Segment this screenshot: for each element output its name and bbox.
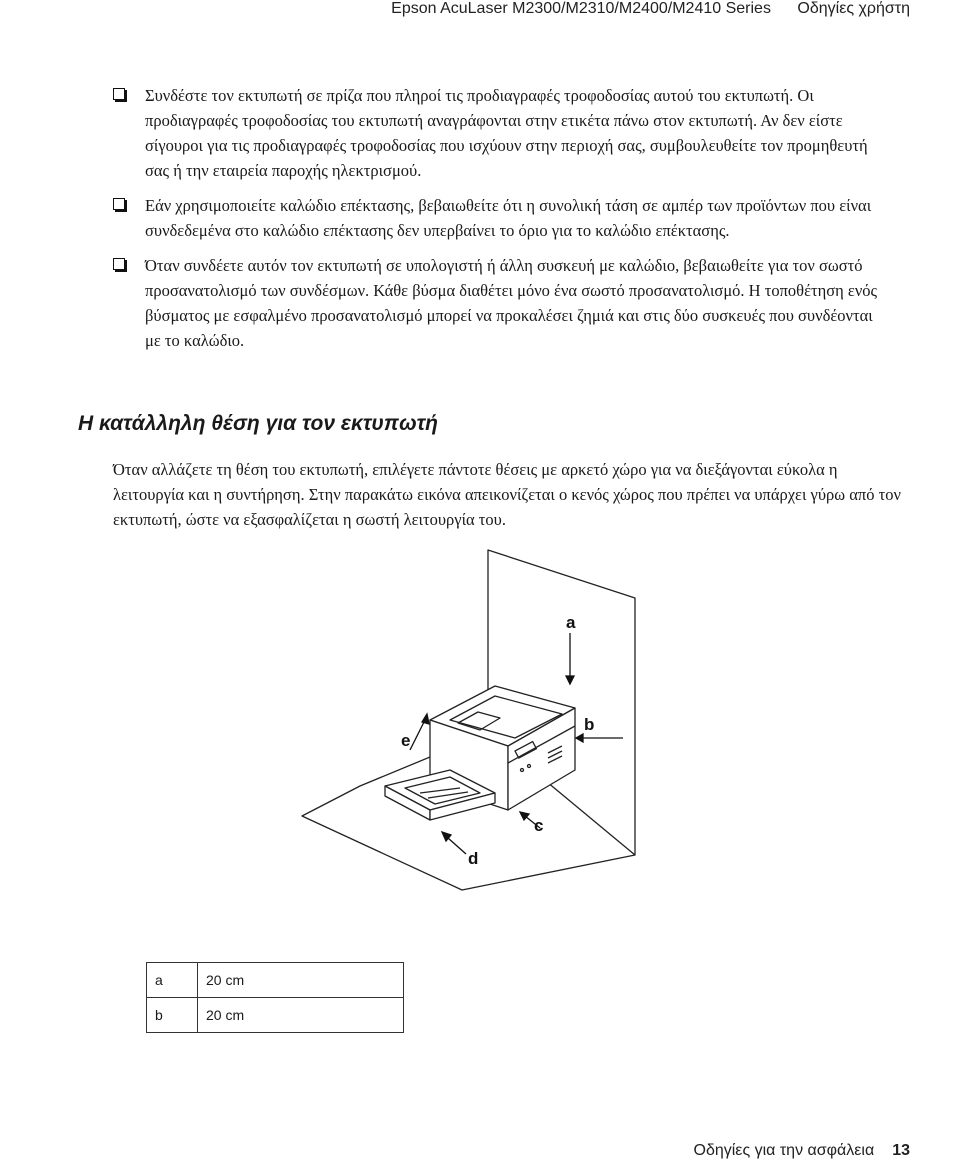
page-footer [694,1142,911,1160]
table-key-cell: a [147,963,198,998]
bullet-text: Συνδέστε τον εκτυπωτή σε πρίζα που πληροί τις προδιαγραφές τροφοδοσίας αυτού του εκτυπωτή. Οι προδιαγραφές τροφοδοσίας του εκτυπωτή αναγράφονται στην ετικέτα πάνω στον εκτυπωτή. Αν δεν είστε σίγουροι για τις προδιαγραφές τροφοδοσίας που ισχύουν στην περιοχή σας, συμβουλευθείτε τον προμηθευτή σας ή την εταιρεία παροχής ηλεκτρισμού. [145,86,868,180]
checkbox-bullet-icon [113,258,125,270]
dimension-d-arrow [448,838,466,854]
footer-section-title: Οδηγίες για την ασφάλεια [693,1142,875,1159]
bullet-item [113,253,888,353]
table-key-cell: b [147,998,198,1033]
header-series-title: Epson AcuLaser M2300/M2310/M2400/M2410 Series [391,0,771,17]
table-value-cell: 20 cm [198,963,404,998]
printer-clearance-diagram [300,548,710,908]
header-guide-title: Οδηγίες χρήστη [797,0,910,17]
bullet-item [113,83,888,183]
section-intro: Όταν αλλάζετε τη θέση του εκτυπωτή, επιλέγετε πάντοτε θέσεις με αρκετό χώρο για να διεξάγονται εύκολα η λειτουργία και η συντήρηση. Στην παρακάτω εικόνα απεικονίζεται ο κενός χώρος που πρέπει να υπάρχει γύρω από τον εκτυπωτή, ώστε να εξασφαλίζεται η σωστή λειτουργία του. [113,460,901,529]
label-a: a [566,613,576,632]
page-number: 13 [892,1142,910,1159]
arrowhead-icon [566,676,574,684]
page-header [391,0,910,24]
clearance-table [146,962,404,1033]
table-value-cell: 20 cm [198,998,404,1033]
label-b: b [584,715,595,734]
dimension-e-arrow [410,720,425,750]
table-row [147,963,404,998]
bullet-text: Όταν συνδέετε αυτόν τον εκτυπωτή σε υπολογιστή ή άλλη συσκευή με καλώδιο, βεβαιωθείτε για τον σωστό προσανατολισμό των συνδέσμων. Κάθε βύσμα διαθέτει μόνο ένα σωστό προσανατολισμό. Η τοποθέτηση ενός βύσματος με εσφαλμένο προσανατολισμό μπορεί να προκαλέσει ζημιά και στις δύο συσκευές που συνδέονται με το καλώδιο. [145,256,878,350]
clearance-diagram-svg [300,548,710,908]
table-row [147,998,404,1033]
arrowhead-icon [576,734,583,742]
label-c: c [534,816,544,835]
checkbox-bullet-icon [113,88,125,100]
bullet-text: Εάν χρησιμοποιείτε καλώδιο επέκτασης, βεβαιωθείτε ότι η συνολική τάση σε αμπέρ των προϊόντων που είναι συνδεδεμένα στο καλώδιο επέκτασης δεν υπερβαίνει το όριο για το καλώδιο επέκτασης. [145,196,872,240]
label-d: d [468,849,479,868]
safety-bullet-list [113,83,888,363]
label-e: e [401,731,411,750]
checkbox-bullet-icon [113,198,125,210]
bullet-item [113,193,888,243]
arrowhead-icon [422,714,429,724]
section-heading: Η κατάλληλη θέση για τον εκτυπωτή [78,412,439,435]
